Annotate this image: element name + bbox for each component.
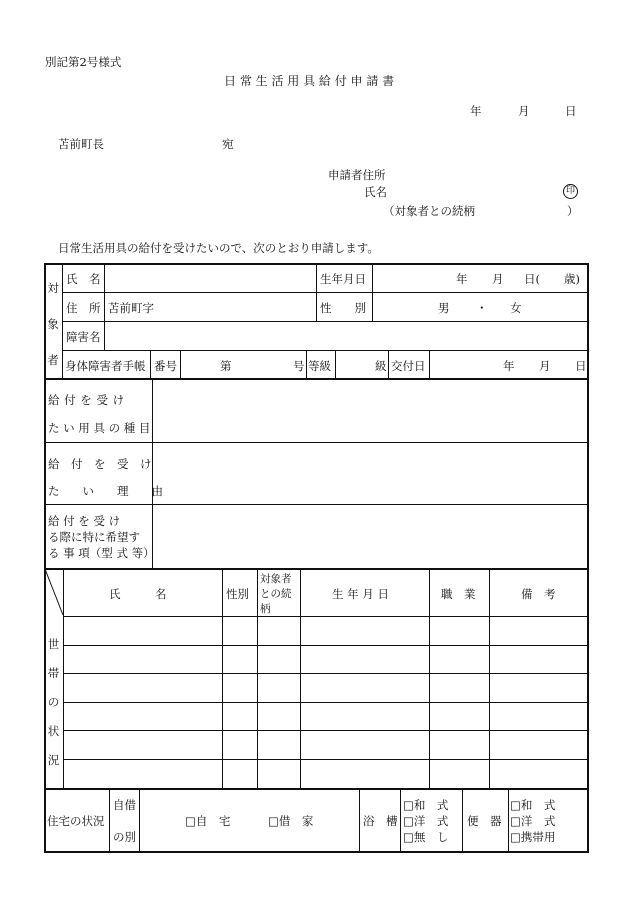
request-2-line1: 給 付 を 受 け (48, 457, 152, 471)
applicant-relation-label: （対象者との続柄 (383, 204, 475, 218)
owned-label-2: の別 (113, 830, 136, 844)
issue-day: 日 (575, 359, 587, 373)
date-month: 月 (518, 104, 530, 118)
household-header-relation-1: 対象者 (260, 573, 292, 585)
housing-rent-option[interactable]: □借 家 (268, 814, 314, 828)
form-number: 別記第2号様式 (45, 55, 122, 69)
sex-label: 性 別 (320, 301, 366, 315)
request-3-line2: る際に特に希望す (48, 530, 140, 544)
toilet-option-japanese[interactable]: □和 式 (510, 798, 556, 812)
owned-label-1: 自借 (113, 798, 136, 812)
household-side-4: 状 (47, 724, 60, 738)
birth-day: 日( (524, 272, 540, 286)
sex-dot: ・ (476, 301, 488, 315)
date-year: 年 (470, 104, 482, 118)
household-side-2: 帯 (47, 666, 60, 680)
household-header-birth: 生 年 月 日 (332, 587, 389, 601)
applicant-address-label: 申請者住所 (328, 168, 386, 182)
household-header-remarks: 備 考 (521, 587, 556, 601)
address-label: 住 所 (66, 301, 101, 315)
disability-label: 障害名 (66, 330, 101, 344)
household-header-sex: 性別 (226, 587, 249, 601)
diagonal-divider (44, 568, 64, 616)
request-1-line2: た い 用 具 の 種 目 (48, 421, 151, 435)
birth-year: 年 (456, 272, 468, 286)
request-1-line1: 給 付 を 受 け (48, 393, 125, 407)
household-header-name: 氏 名 (109, 587, 167, 601)
sex-male: 男 (438, 301, 450, 315)
name-label: 氏 名 (66, 272, 101, 286)
request-2-line2: た い 理 由 (48, 484, 163, 498)
toilet-option-western[interactable]: □洋 式 (510, 814, 556, 828)
birth-label: 生年月日 (320, 272, 366, 286)
addressee-honorific: 宛 (222, 137, 234, 151)
number-prefix: 第 (220, 359, 232, 373)
birth-age: 歳) (564, 272, 580, 286)
sex-female: 女 (510, 301, 522, 315)
grade-value: 級 (375, 359, 387, 373)
household-header-relation-2: との続 (260, 588, 292, 600)
target-side-label-3: 者 (47, 353, 59, 367)
seal-mark: 印 (563, 184, 578, 199)
target-side-label-1: 対 (47, 281, 59, 295)
household-header-relation-3: 柄 (260, 603, 271, 615)
request-3-line3: る 事 項（型 式 等） (48, 546, 155, 560)
household-side-1: 世 (47, 637, 60, 651)
handbook-label: 身体障害者手帳 (65, 359, 146, 373)
request-3-line1: 給 付 を 受 け (48, 514, 121, 528)
toilet-option-portable[interactable]: □携帯用 (510, 830, 556, 844)
number-label: 番号 (154, 359, 177, 373)
date-day: 日 (565, 104, 577, 118)
grade-label: 等級 (308, 359, 331, 373)
housing-label: 住宅の状況 (47, 814, 105, 828)
intro-text: 日常生活用具の給付を受けたいので、次のとおり申請します。 (58, 241, 379, 255)
issue-month: 月 (539, 359, 551, 373)
issue-label: 交付日 (391, 359, 426, 373)
number-suffix: 号 (293, 359, 305, 373)
applicant-name-label: 氏名 (364, 185, 387, 199)
toilet-label: 便 器 (467, 814, 502, 828)
applicant-relation-close: ） (567, 204, 579, 218)
household-side-3: の (47, 695, 60, 709)
household-header-job: 職 業 (441, 587, 476, 601)
target-side-label-2: 象 (47, 317, 59, 331)
bath-option-japanese[interactable]: □和 式 (403, 798, 449, 812)
form-title: 日 常 生 活 用 具 給 付 申 請 書 (224, 74, 395, 88)
birth-month: 月 (492, 272, 504, 286)
bath-label: 浴 槽 (363, 814, 398, 828)
issue-year: 年 (503, 359, 515, 373)
bath-option-none[interactable]: □無 し (403, 830, 449, 844)
bath-option-western[interactable]: □洋 式 (403, 814, 449, 828)
addressee-mayor: 苫前町長 (58, 137, 104, 151)
household-side-5: 況 (47, 753, 60, 767)
housing-own-option[interactable]: □自 宅 (185, 814, 231, 828)
address-value: 苫前町字 (108, 301, 154, 315)
